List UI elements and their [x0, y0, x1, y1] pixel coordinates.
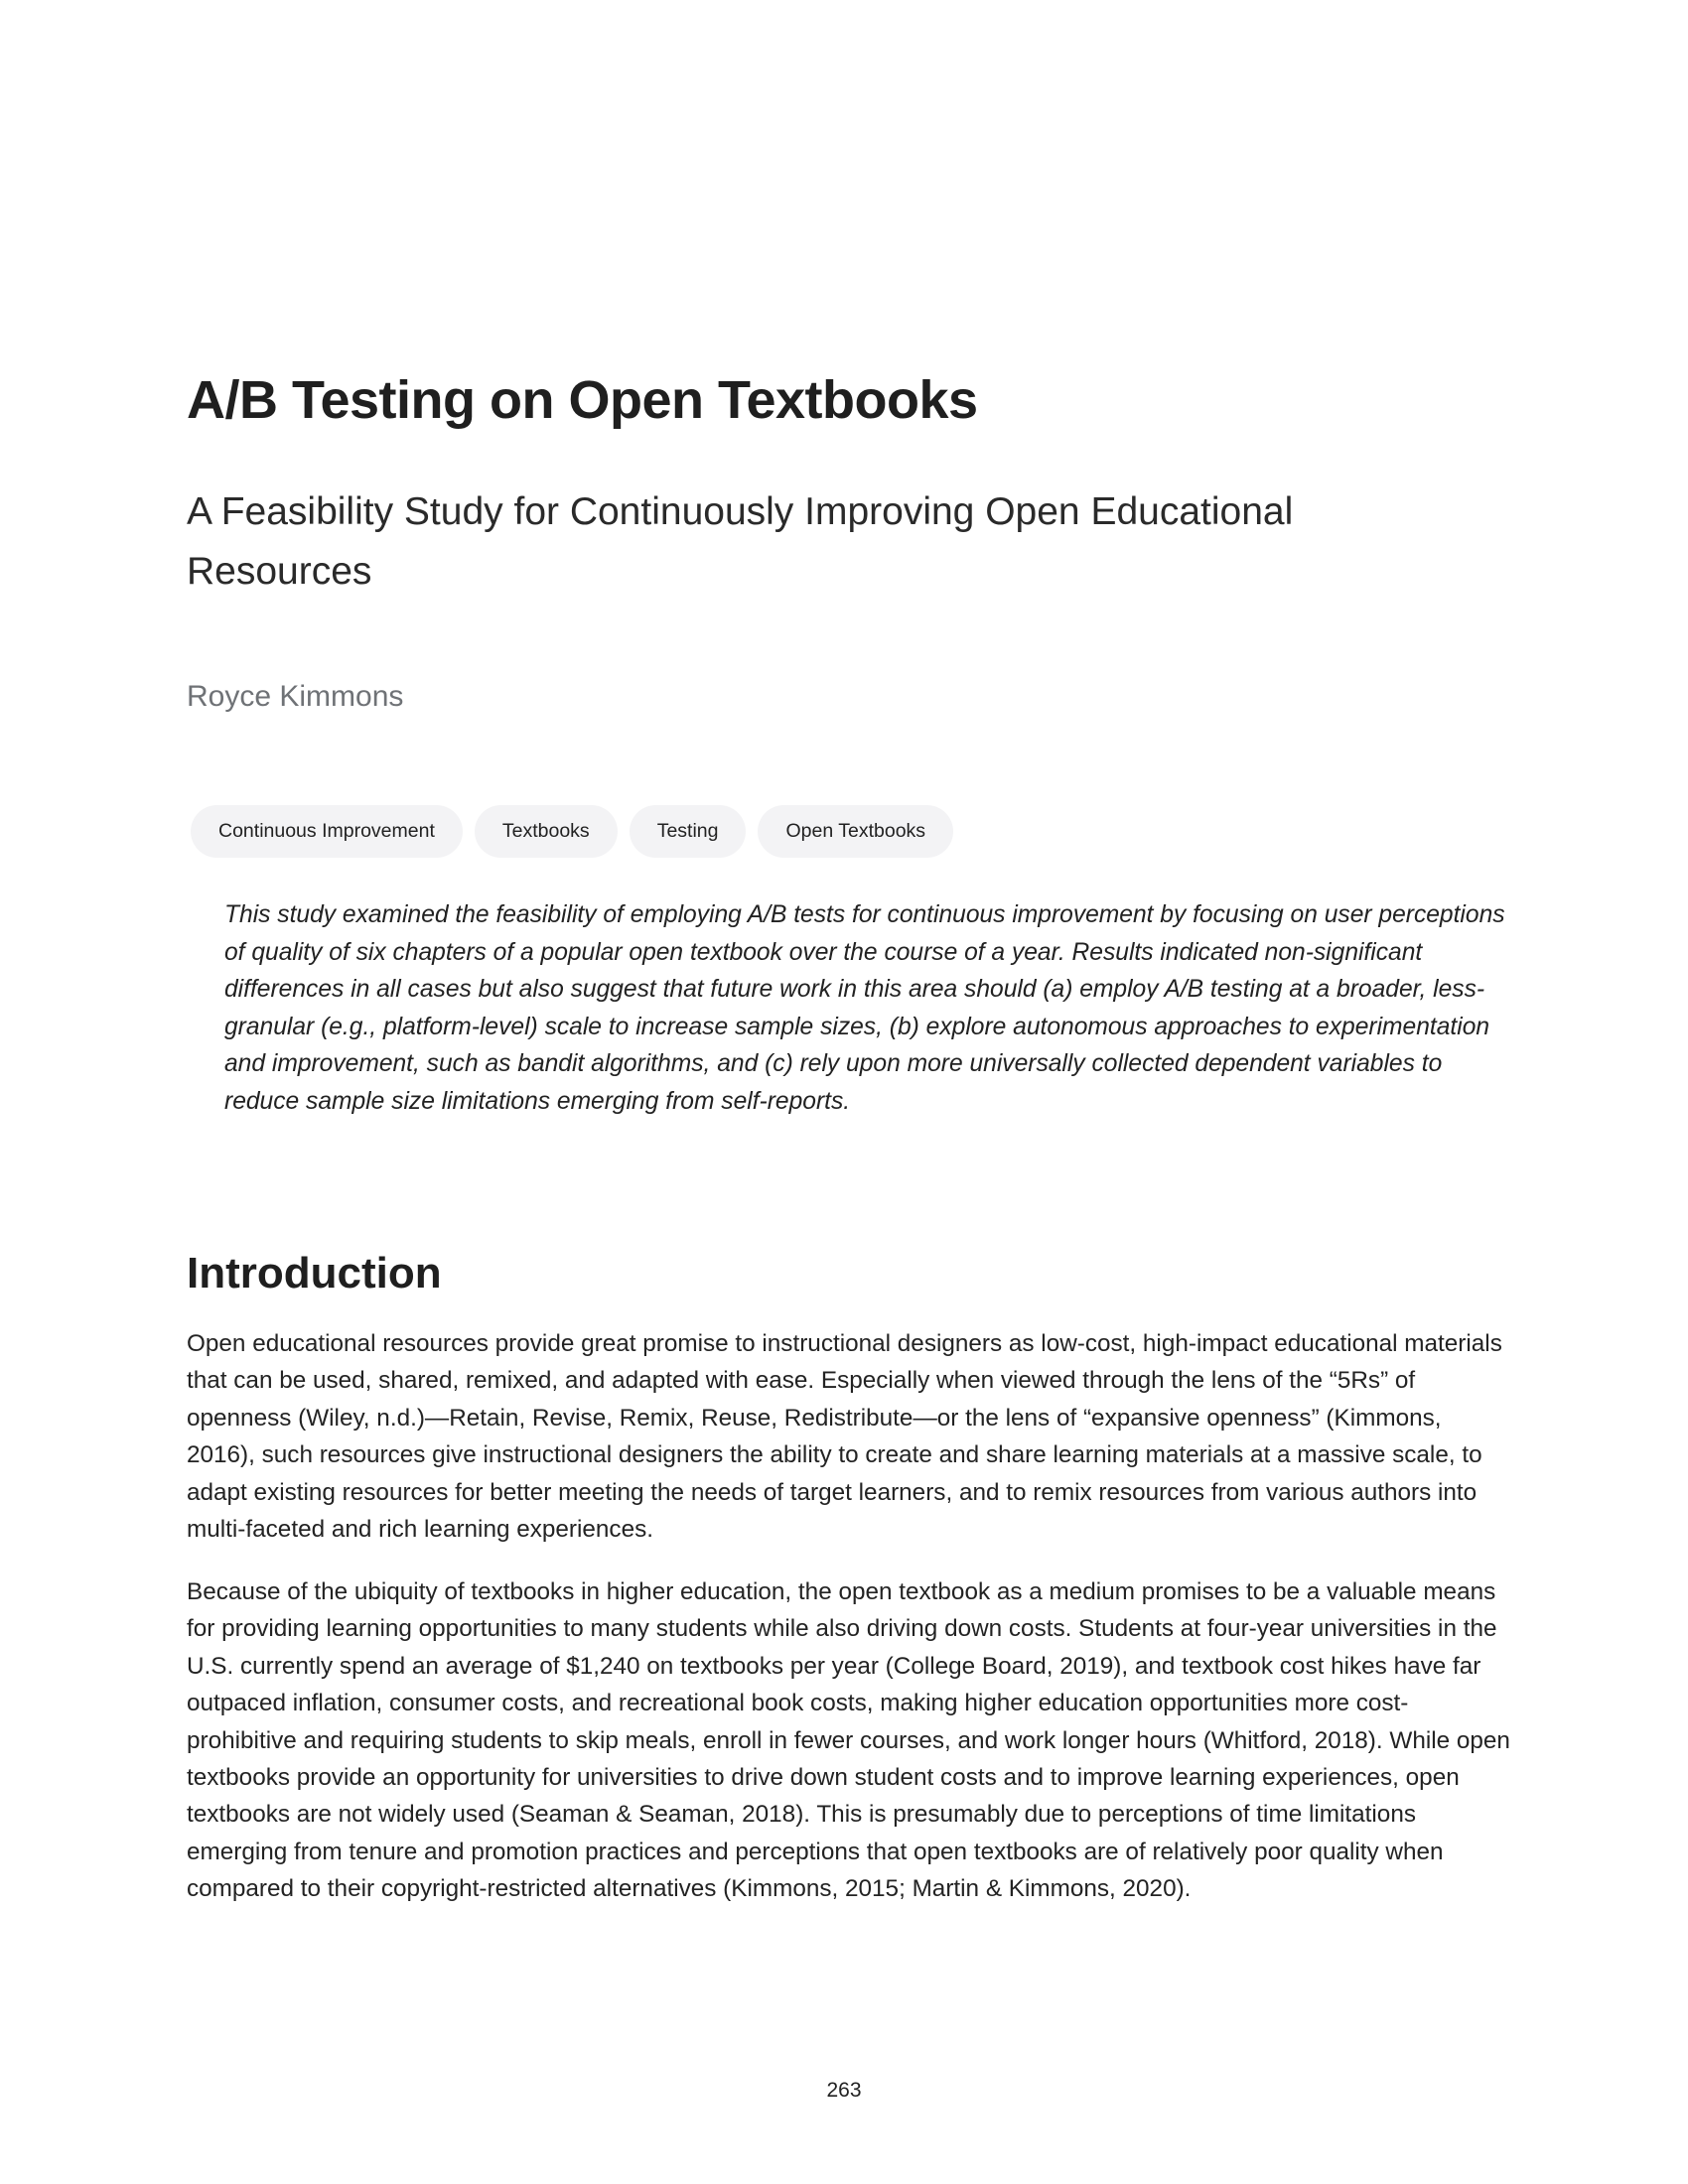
- page-subtitle: A Feasibility Study for Continuously Improving Open Educational Resources: [187, 490, 1294, 593]
- page-title: A/B Testing on Open Textbooks: [187, 370, 978, 430]
- tag-textbooks[interactable]: Textbooks: [475, 805, 618, 858]
- intro-paragraph-2: Because of the ubiquity of textbooks in higher education, the open textbook as a medium promises to be a valuable means for providing learning opportunities to many students while also driving down costs. Students at four-year universities in the U.S. currently spend an average of $1,240 on textbooks per year (College Board, 2019), and textbook cost hikes have far outpaced inflation, consumer costs, and recreational book costs, making higher education opportunities more cost-prohibitive and requiring students to skip meals, enroll in fewer courses, and work longer hours (Whitford, 2018). While open textbooks provide an opportunity for universities to drive down student costs and to improve learning experiences, open textbooks are not widely used (Seaman & Seaman, 2018). This is presumably due to perceptions of time limitations emerging from tenure and promotion practices and perceptions that open textbooks are of relatively poor quality when compared to their copyright-restricted alternatives (Kimmons, 2015; Martin & Kimmons, 2020).: [187, 1578, 1510, 1903]
- tag-continuous-improvement[interactable]: Continuous Improvement: [191, 805, 463, 858]
- tag-testing[interactable]: Testing: [630, 805, 747, 858]
- page-number: 263: [826, 2079, 862, 2102]
- section-heading-introduction: Introduction: [187, 1249, 442, 1297]
- abstract: This study examined the feasibility of employing A/B tests for continuous improvement by focusing on user perceptions of quality of six chapters of a popular open textbook over the course of a year. Results indicated non-significant differences in all cases but also suggest that future work in this area should (a) employ A/B testing at a broader, less-granular (e.g., platform-level) scale to increase sample sizes, (b) explore autonomous approaches to experimentation and improvement, such as bandit algorithms, and (c) rely upon more universally collected dependent variables to reduce sample size limitations emerging from self-reports.: [224, 901, 1505, 1115]
- author-name: Royce Kimmons: [187, 680, 404, 713]
- intro-paragraph-1: Open educational resources provide great promise to instructional designers as low-cost, high-impact educational materials that can be used, shared, remixed, and adapted with ease. Especially when viewed through the lens of the “5Rs” of openness (Wiley, n.d.)—Retain, Revise, Remix, Reuse, Redistribute—or the lens of “expansive openness” (Kimmons, 2016), such resources give instructional designers the ability to create and share learning materials at a massive scale, to adapt existing resources for better meeting the needs of target learners, and to remix resources from various authors into multi-faceted and rich learning experiences.: [187, 1330, 1502, 1544]
- tag-open-textbooks[interactable]: Open Textbooks: [758, 805, 953, 858]
- tag-list: [191, 805, 953, 858]
